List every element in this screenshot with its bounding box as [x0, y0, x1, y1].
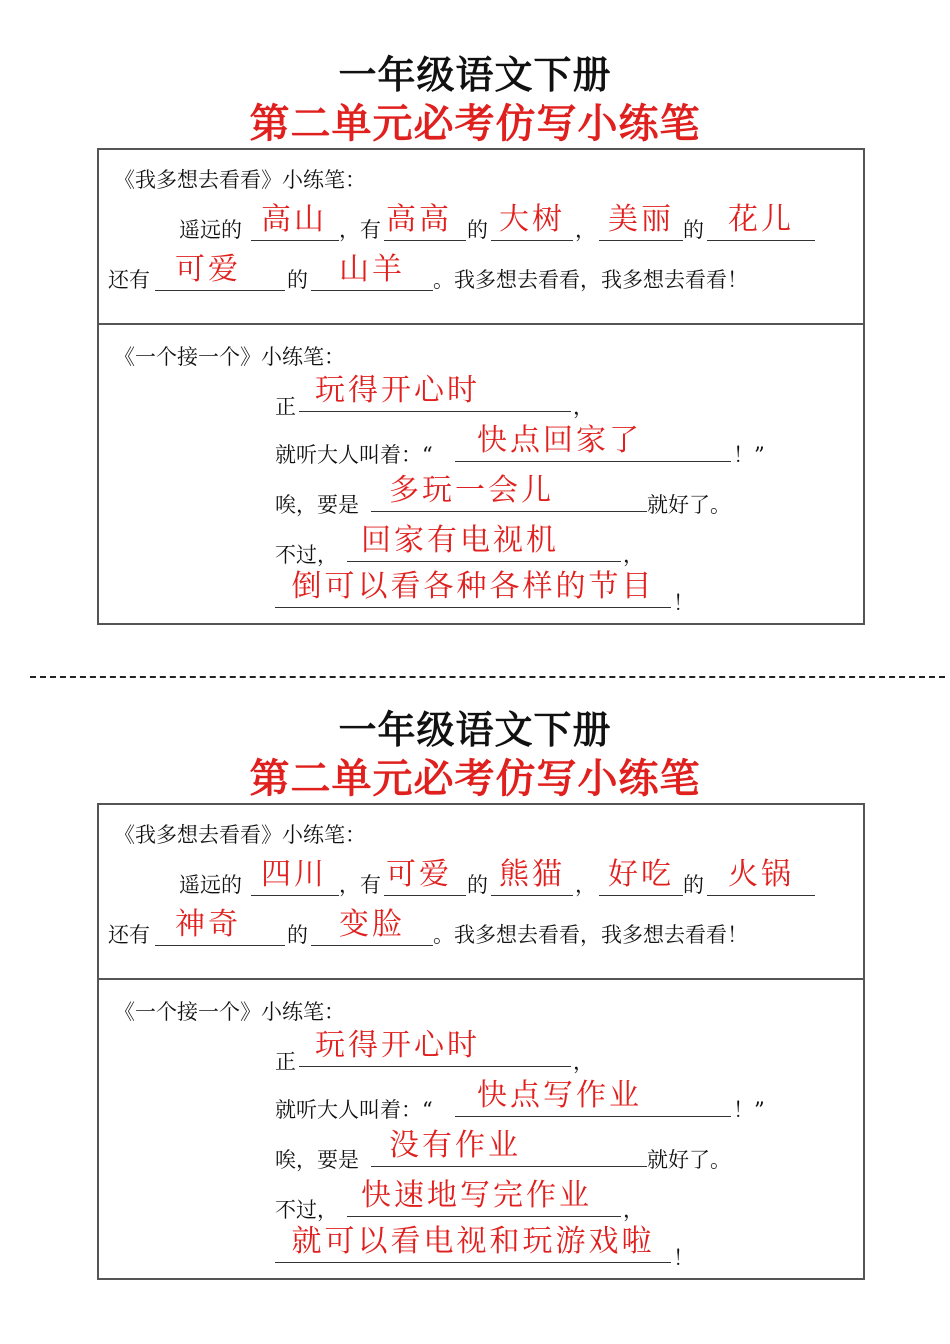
- poem2-line2-suffix: ！”: [733, 1098, 765, 1122]
- answer-text: 快速地写完作业: [361, 1178, 592, 1213]
- poem1-blank-6[interactable]: [155, 252, 285, 291]
- answer-text: 没有作业: [389, 1128, 521, 1163]
- poem1-box: [97, 148, 865, 325]
- answer-text: 可爱: [386, 857, 452, 892]
- answer-text: 好吃: [608, 857, 674, 892]
- poem2-line4-prefix: 不过，: [275, 1198, 338, 1222]
- poem2-heading: 《一个接一个》小练笔：: [114, 345, 345, 369]
- answer-text: 美丽: [608, 202, 674, 237]
- poem2-line1-prefix: 正: [275, 1050, 296, 1074]
- worksheet-subtitle: 第二单元必考仿写小练笔: [249, 101, 701, 147]
- poem1-de-1: 的: [467, 218, 488, 242]
- poem2-line5-suffix: ！: [673, 591, 694, 615]
- poem1-blank-2[interactable]: [384, 202, 466, 241]
- poem1-blank-4[interactable]: [599, 202, 683, 241]
- poem1-blank-3[interactable]: [491, 202, 573, 241]
- poem2-line3-prefix: 唉，要是: [275, 493, 359, 517]
- poem2-blank-3[interactable]: [371, 473, 647, 512]
- answer-text: 高山: [261, 202, 327, 237]
- poem1-de-2: 的: [683, 873, 704, 897]
- poem1-blank-3[interactable]: [491, 857, 573, 896]
- poem1-blank-1[interactable]: [251, 857, 339, 896]
- poem1-de-2: 的: [683, 218, 704, 242]
- poem1-blank-5[interactable]: [707, 202, 815, 241]
- poem1-heading: 《我多想去看看》小练笔：: [114, 168, 366, 192]
- poem1-line2-suffix: 。我多想去看看，我多想去看看！: [433, 923, 748, 947]
- poem2-blank-1[interactable]: [299, 1028, 571, 1067]
- poem1-blank-1[interactable]: [251, 202, 339, 241]
- poem2-line2-prefix: 就听大人叫着：“: [275, 443, 433, 467]
- answer-text: 多玩一会儿: [389, 473, 554, 508]
- worksheet-subtitle: 第二单元必考仿写小练笔: [249, 756, 701, 802]
- worksheet-title: 一年级语文下册: [338, 708, 612, 752]
- answer-text: 山羊: [339, 252, 405, 287]
- poem2-line1-prefix: 正: [275, 395, 296, 419]
- answer-text: 快点回家了: [477, 423, 642, 458]
- poem1-blank-4[interactable]: [599, 857, 683, 896]
- poem1-line2-prefix: 还有: [108, 923, 150, 947]
- worksheet-title: 一年级语文下册: [338, 53, 612, 97]
- poem2-blank-5[interactable]: [275, 569, 671, 608]
- poem2-blank-3[interactable]: [371, 1128, 647, 1167]
- poem2-blank-5[interactable]: [275, 1224, 671, 1263]
- poem1-de-1: 的: [467, 873, 488, 897]
- answer-text: 大树: [499, 202, 565, 237]
- poem2-line3-prefix: 唉，要是: [275, 1148, 359, 1172]
- poem2-blank-2[interactable]: [455, 423, 731, 462]
- poem2-blank-4[interactable]: [347, 1178, 621, 1217]
- answer-text: 四川: [261, 857, 327, 892]
- worksheet-2: [0, 655, 950, 1295]
- poem2-line2-suffix: ！”: [733, 443, 765, 467]
- answer-text: 倒可以看各种各样的节目: [291, 569, 655, 604]
- poem1-line2-suffix: 。我多想去看看，我多想去看看！: [433, 268, 748, 292]
- poem2-line1-suffix: ，: [573, 1050, 594, 1074]
- poem2-box: [97, 978, 865, 1280]
- poem2-line4-suffix: ，: [623, 1198, 644, 1222]
- answer-text: 回家有电视机: [361, 523, 559, 558]
- poem1-line1-prefix: 遥远的: [179, 218, 242, 242]
- poem2-line3-suffix: 就好了。: [647, 1148, 731, 1172]
- poem1-sep: ，有: [339, 218, 381, 242]
- worksheet-1: [0, 0, 950, 640]
- poem2-heading: 《一个接一个》小练笔：: [114, 1000, 345, 1024]
- poem2-box: [97, 323, 865, 625]
- poem1-blank-2[interactable]: [384, 857, 466, 896]
- poem2-blank-4[interactable]: [347, 523, 621, 562]
- answer-text: 神奇: [175, 907, 241, 942]
- poem2-line5-suffix: ！: [673, 1246, 694, 1270]
- poem2-line2-prefix: 就听大人叫着：“: [275, 1098, 433, 1122]
- answer-text: 高高: [386, 202, 452, 237]
- poem1-comma: ，: [575, 218, 596, 242]
- poem1-blank-7[interactable]: [311, 907, 433, 946]
- poem1-heading: 《我多想去看看》小练笔：: [114, 823, 366, 847]
- answer-text: 玩得开心时: [315, 1028, 480, 1063]
- poem2-line1-suffix: ，: [573, 395, 594, 419]
- poem1-blank-5[interactable]: [707, 857, 815, 896]
- poem1-blank-7[interactable]: [311, 252, 433, 291]
- answer-text: 火锅: [728, 857, 794, 892]
- poem2-line3-suffix: 就好了。: [647, 493, 731, 517]
- answer-text: 就可以看电视和玩游戏啦: [291, 1224, 655, 1259]
- answer-text: 变脸: [339, 907, 405, 942]
- answer-text: 可爱: [175, 252, 241, 287]
- poem1-line1-prefix: 遥远的: [179, 873, 242, 897]
- poem2-line4-suffix: ，: [623, 543, 644, 567]
- poem1-box: [97, 803, 865, 980]
- poem2-blank-2[interactable]: [455, 1078, 731, 1117]
- poem1-sep: ，有: [339, 873, 381, 897]
- answer-text: 熊猫: [499, 857, 565, 892]
- poem1-de-3: 的: [287, 923, 308, 947]
- answer-text: 花儿: [728, 202, 794, 237]
- poem2-line4-prefix: 不过，: [275, 543, 338, 567]
- answer-text: 玩得开心时: [315, 373, 480, 408]
- poem1-blank-6[interactable]: [155, 907, 285, 946]
- answer-text: 快点写作业: [477, 1078, 642, 1113]
- poem2-blank-1[interactable]: [299, 373, 571, 412]
- poem1-line2-prefix: 还有: [108, 268, 150, 292]
- poem1-de-3: 的: [287, 268, 308, 292]
- poem1-comma: ，: [575, 873, 596, 897]
